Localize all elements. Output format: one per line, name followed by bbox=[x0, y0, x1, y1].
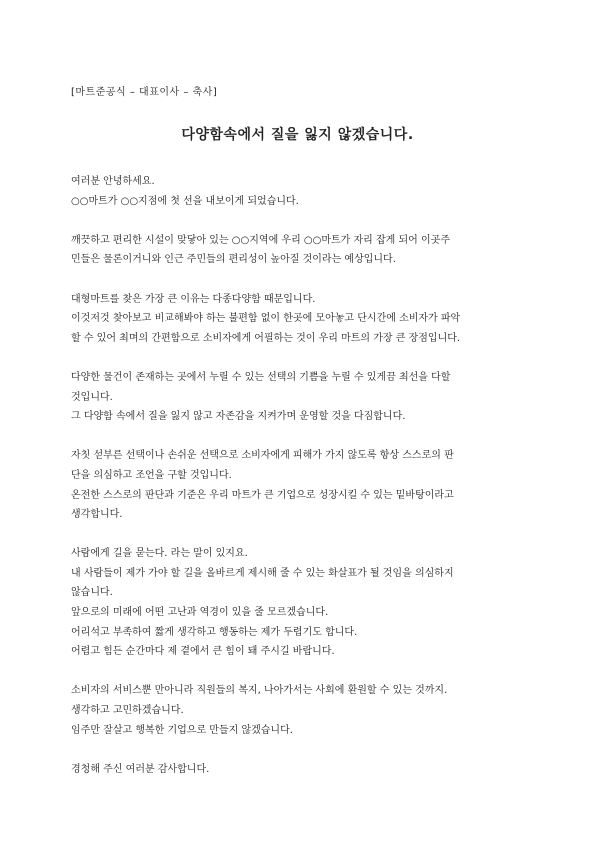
text-line: 여러분 안녕하세요. bbox=[71, 176, 155, 187]
text-line: 것입니다. bbox=[71, 391, 113, 403]
text-line: 다양한 물건이 존재하는 곳에서 누릴 수 있는 선택의 기쁨을 누릴 수 있게끔 최선을 다할 bbox=[71, 371, 451, 383]
text-line: 사람에게 길을 묻는다. 라는 말이 있지요. bbox=[71, 548, 248, 560]
text-line: 경청해 주신 여러분 감사합니다. bbox=[71, 763, 210, 775]
text-line: 그 다양함 속에서 질을 잃지 않고 자존감을 지켜가며 운영할 것을 다짐합니다. bbox=[71, 411, 406, 423]
text-line: 앞으로의 미래에 어떤 고난과 역경이 있을 줄 모르겠습니다. bbox=[71, 607, 329, 619]
text-line: 어렵고 힘든 순간마다 제 곁에서 큰 힘이 돼 주시길 바랍니다. bbox=[71, 646, 335, 658]
paragraph bbox=[71, 544, 531, 662]
paragraph bbox=[71, 446, 531, 524]
text-line: 않습니다. bbox=[71, 587, 113, 599]
paragraph bbox=[71, 760, 531, 780]
text-line: 생각합니다. bbox=[71, 509, 123, 521]
paragraph bbox=[71, 231, 531, 270]
paragraph bbox=[71, 368, 531, 427]
text-line: 내 사람들이 제가 가야 할 길을 올바르게 제시해 줄 수 있는 화살표가 될 것임을 의심하지 bbox=[71, 567, 454, 579]
text-line: 할 수 있어 최며의 간편함으로 소비자에게 어필하는 것이 우리 마트의 가장 큰 장점입니다. bbox=[71, 332, 461, 344]
text-line: 대형마트를 찾은 가장 큰 이유는 다종다양함 때문입니다. bbox=[71, 293, 316, 305]
text-line: 온전한 스스로의 판단과 기준은 우리 마트가 큰 기업으로 성장시킬 수 있는 밑바탕이라고 bbox=[71, 489, 454, 501]
document-body bbox=[71, 172, 531, 799]
paragraph bbox=[71, 290, 531, 349]
text-line: 소비자의 서비스뿐 만아니라 직원들의 복지, 나아가서는 사회에 환원할 수 있는 것까지. bbox=[71, 685, 448, 697]
text-line: 생각하고 고민하겠습니다. bbox=[71, 705, 184, 717]
paragraph bbox=[71, 681, 531, 740]
text-line: 자칫 섣부른 선택이나 손쉬운 선택으로 소비자에게 피해가 가지 않도록 항상 스스로의 판 bbox=[71, 450, 454, 462]
text-line: 임주만 잘살고 행복한 기업으로 만들지 않겠습니다. bbox=[71, 724, 293, 736]
text-line: 깨끗하고 편리한 시설이 맞닿아 있는 ○○지역에 우리 ○○마트가 자리 잡게 되어 이곳주 bbox=[71, 234, 450, 246]
document-header: [마트준공식 – 대표이사 – 축사] bbox=[71, 87, 218, 98]
text-line: ○○마트가 ○○지점에 첫 선을 내보이게 되었습니다. bbox=[71, 195, 299, 207]
document-title: 다양함속에서 질을 잃지 않겠습니다. bbox=[181, 127, 414, 143]
text-line: 어리석고 부족하여 짧게 생각하고 행동하는 제가 두렵기도 합니다. bbox=[71, 626, 358, 638]
text-line: 단을 의심하고 조언을 구할 것입니다. bbox=[71, 469, 232, 481]
paragraph bbox=[71, 172, 531, 211]
text-line: 민들은 물론이거니와 인근 주민들의 편리성이 높아질 것이라는 예상입니다. bbox=[71, 254, 396, 266]
text-line: 이것저것 찾아보고 비교해봐야 하는 불편함 없이 한곳에 모아놓고 단시간에 소비자가 파악 bbox=[71, 313, 461, 325]
